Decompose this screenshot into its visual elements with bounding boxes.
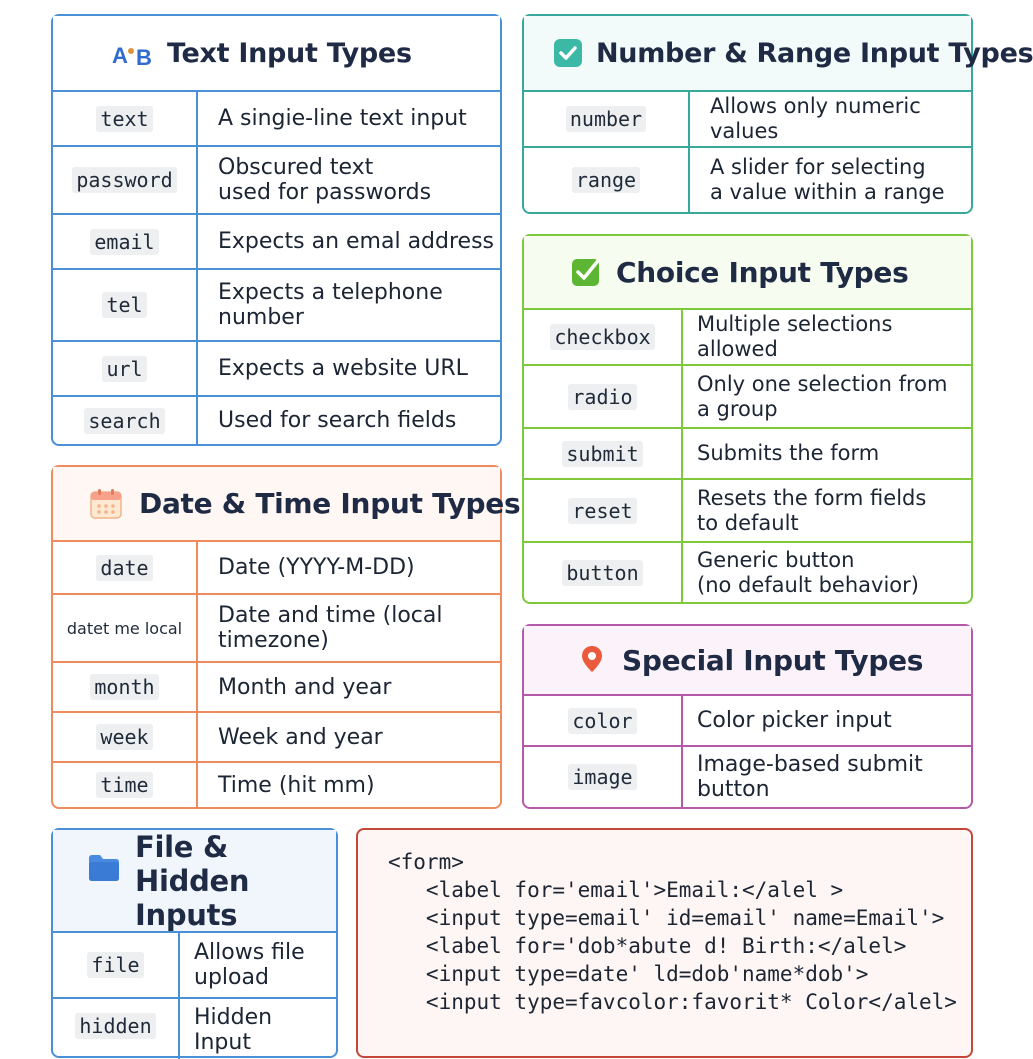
date-time-input-types-card <box>51 465 521 809</box>
input-type-key: button <box>562 560 642 586</box>
input-type-key: datet me local <box>66 618 183 638</box>
table-row <box>524 366 971 429</box>
special-header <box>524 626 971 696</box>
input-type-key: tel <box>102 292 146 318</box>
input-type-description: Hidden Input <box>194 1005 273 1055</box>
table-row <box>53 595 500 663</box>
input-type-description: Time (hit mm) <box>218 772 375 798</box>
number-range-input-types-card <box>522 14 1033 214</box>
input-type-key: reset <box>568 498 636 524</box>
card-title: Special Input Types <box>622 643 924 677</box>
input-type-key: text <box>96 106 152 132</box>
table-row <box>524 543 971 602</box>
input-type-description: Month and year <box>218 674 392 700</box>
input-type-key: password <box>72 167 176 193</box>
input-type-key: time <box>96 772 152 798</box>
text-input-types-header <box>53 16 500 92</box>
input-type-description: Resets the form fields to default <box>697 485 927 535</box>
input-type-key: number <box>566 106 646 132</box>
input-type-description: Expects an emal address <box>218 229 494 254</box>
code-example-block <box>356 828 973 1058</box>
input-type-description: Date (YYYY-M-DD) <box>218 555 415 580</box>
file-hidden-header <box>53 830 336 933</box>
input-type-description: Submits the form <box>697 441 880 465</box>
table-row <box>53 542 500 595</box>
table-row <box>53 342 500 397</box>
table-row <box>53 92 500 147</box>
svg-text:B: B <box>136 45 152 70</box>
file-hidden-inputs-card <box>51 828 338 1058</box>
table-row <box>524 696 971 747</box>
check-square-icon <box>552 37 584 69</box>
input-type-description: Week and year <box>218 724 383 750</box>
table-row <box>53 663 500 713</box>
table-row <box>53 397 500 444</box>
code-line: <form> <box>388 850 464 874</box>
input-type-key: file <box>87 952 143 978</box>
input-type-key: submit <box>562 441 642 467</box>
input-type-key: hidden <box>75 1013 155 1039</box>
input-type-description: Color picker input <box>697 708 892 733</box>
code-line: <input type=email' id=email' name=Email'> <box>388 906 945 930</box>
special-input-types-card <box>522 624 973 809</box>
table-row <box>53 215 500 270</box>
input-type-key: checkbox <box>550 324 654 350</box>
checkbox-icon <box>570 256 602 288</box>
input-type-description: Allows only numeric values <box>710 94 921 143</box>
ab-text-icon <box>109 38 157 68</box>
choice-input-types-card <box>522 234 973 604</box>
table-row <box>53 763 500 807</box>
input-type-key: search <box>84 408 164 434</box>
input-type-description: Image-based submit button <box>697 752 923 802</box>
svg-text:A: A <box>112 43 128 68</box>
table-row <box>524 747 971 807</box>
input-type-description: A singie-line text input <box>218 106 467 131</box>
input-type-description: Used for search fields <box>218 408 457 433</box>
table-row <box>524 429 971 480</box>
table-row <box>53 933 336 999</box>
table-row <box>524 92 971 148</box>
table-row <box>524 148 971 212</box>
code-line: <label for='dob*abute d! Birth:</alel> <box>388 934 907 958</box>
input-type-description: Multiple selections allowed <box>697 312 893 361</box>
input-type-description: Obscured text used for passwords <box>218 155 432 205</box>
table-row <box>53 270 500 342</box>
input-type-key: range <box>572 167 640 193</box>
input-type-key: image <box>568 764 636 790</box>
input-type-description: Expects a website URL <box>218 356 468 381</box>
input-type-key: email <box>90 229 158 255</box>
folder-icon <box>87 852 121 882</box>
card-title: Text Input Types <box>167 37 412 69</box>
code-line: <label for='email'>Email:</alel > <box>388 878 844 902</box>
table-row <box>53 147 500 215</box>
input-type-description: Expects a telephone number <box>218 280 443 330</box>
input-type-key: url <box>102 356 146 382</box>
table-row <box>524 310 971 366</box>
input-type-key: month <box>90 674 158 700</box>
map-pin-icon <box>580 644 604 676</box>
date-time-header <box>53 467 521 542</box>
input-type-description: Only one selection from a group <box>697 371 948 421</box>
number-range-header <box>524 16 1033 92</box>
input-type-key: color <box>568 708 636 734</box>
code-line: <input type=favcolor:favorit* Color</alel> <box>388 990 957 1014</box>
input-type-description: Allows file upload <box>194 940 305 990</box>
card-title: File & Hidden Inputs <box>135 829 250 932</box>
choice-header <box>524 236 971 310</box>
table-row <box>53 713 500 763</box>
card-title: Choice Input Types <box>616 255 909 289</box>
card-title: Date & Time Input Types <box>139 487 521 520</box>
table-row <box>53 999 336 1059</box>
calendar-icon <box>89 488 123 520</box>
input-type-key: radio <box>568 384 636 410</box>
card-title: Number & Range Input Types <box>596 37 1033 69</box>
text-input-types-card <box>51 14 502 446</box>
table-row <box>524 480 971 543</box>
input-type-key: date <box>96 555 152 581</box>
input-type-description: A slider for selecting a value within a range <box>710 155 945 204</box>
input-type-key: week <box>96 724 152 750</box>
input-type-description: Generic button (no default behavior) <box>697 547 919 597</box>
code-line: <input type=date' ld=dob'name*dob'> <box>388 962 869 986</box>
input-type-description: Date and time (local timezone) <box>218 603 443 653</box>
